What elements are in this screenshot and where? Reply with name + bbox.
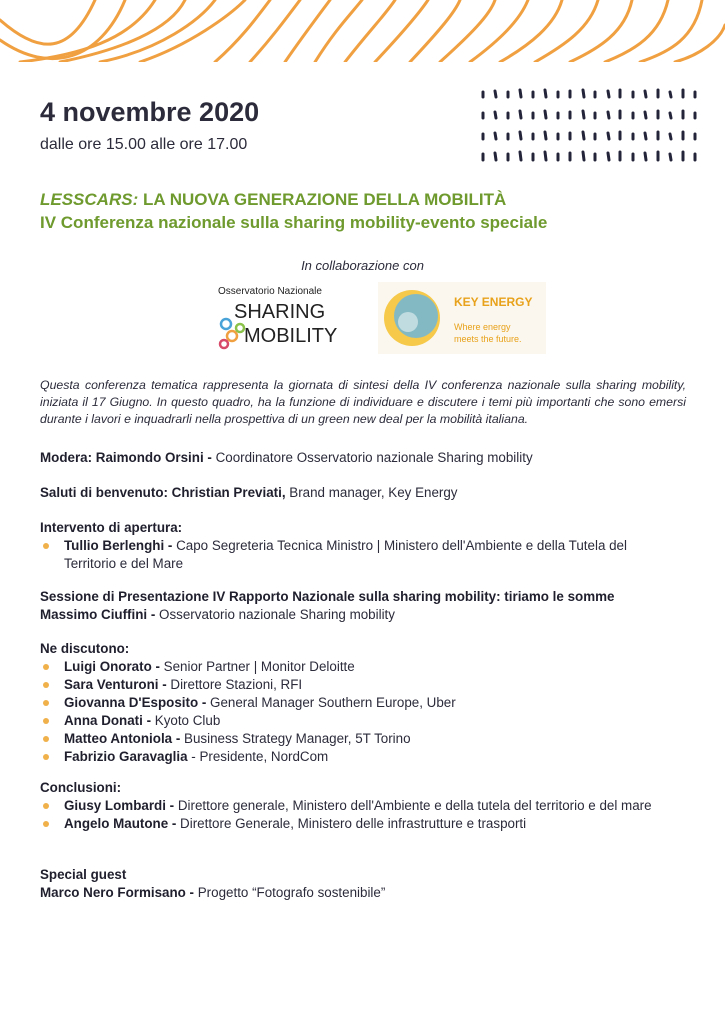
pin-blue-icon [221, 319, 231, 329]
speaker-role: Senior Partner | Monitor Deloitte [159, 659, 355, 674]
speaker-role: Direttore generale, Ministero dell'Ambiente e della tutela del territorio e del mare [174, 798, 652, 813]
sharing-mobility-logo [214, 280, 340, 352]
event-title [40, 190, 506, 210]
list-item [40, 730, 700, 748]
session-speaker-role: Osservatorio nazionale Sharing mobility [155, 607, 395, 622]
key-energy-tagline2: meets the future. [454, 334, 522, 344]
moderator-role: Coordinatore Osservatorio nazionale Sharing mobility [211, 450, 533, 465]
key-energy-name: KEY ENERGY [454, 295, 533, 309]
session-speaker-name: Massimo Ciuffini - [40, 607, 156, 622]
opening-heading: Intervento di apertura: [40, 520, 183, 535]
list-item [40, 694, 700, 712]
logo-osn-line1: Osservatorio Nazionale [218, 286, 322, 297]
list-item [40, 658, 700, 676]
speaker-name: Giovanna D'Esposito - [64, 695, 207, 710]
speaker-name: Angelo Mautone - [64, 816, 177, 831]
moderator-label: Modera: Raimondo Orsini - [40, 450, 212, 465]
collaboration-label: In collaborazione con [301, 258, 424, 273]
welcome-label: Saluti di benvenuto: Christian Previati, [40, 485, 286, 500]
speaker-role: - Presidente, NordCom [187, 749, 329, 764]
welcome-role: Brand manager, Key Energy [285, 485, 458, 500]
conclusions-heading: Conclusioni: [40, 780, 122, 795]
special-guest-role: Progetto “Fotografo sostenibile” [194, 885, 386, 900]
panel-section [40, 640, 700, 766]
list-item [40, 537, 680, 573]
speaker-name: Giusy Lombardi - [64, 798, 175, 813]
event-date: 4 novembre 2020 [40, 97, 260, 127]
pin-green-icon [236, 324, 244, 332]
speaker-name: Tullio Berlenghi - [64, 538, 173, 553]
event-subtitle: IV Conferenza nazionale sulla sharing mobility-evento speciale [40, 213, 548, 232]
speaker-role: Business Strategy Manager, 5T Torino [180, 731, 411, 746]
decorative-dashes [480, 86, 698, 166]
decorative-waves [0, 0, 725, 62]
speaker-role: Capo Segreteria Tecnica Ministro | Ministero dell'Ambiente e della Tutela del Territorio e del Mare [64, 538, 627, 571]
pin-orange-icon [227, 331, 237, 341]
event-time: dalle ore 15.00 alle ore 17.00 [40, 136, 248, 153]
special-guest-section [40, 866, 700, 902]
list-item [40, 748, 700, 766]
event-title-text: LA NUOVA GENERAZIONE DELLA MOBILITÀ [138, 190, 507, 209]
session-heading: Sessione di Presentazione IV Rapporto Nazionale sulla sharing mobility: tiriamo le somme [40, 589, 615, 604]
special-guest-heading: Special guest [40, 867, 127, 882]
logo-osn-line2: SHARING [234, 301, 326, 323]
session-section [40, 588, 700, 624]
speaker-name: Fabrizio Garavaglia [64, 749, 188, 764]
speaker-role: General Manager Southern Europe, Uber [206, 695, 456, 710]
intro-paragraph: Questa conferenza tematica rappresenta la giornata di sintesi della IV conferenza nazionale sulla sharing mobility, iniziata il 17 Giugno. In questo quadro, ha la funzione di individuare e discutere i temi più importanti che sono emersi durante i lavori e inquadrarli nella prospettiva di un green new deal per la mobilità italiana. [40, 378, 686, 426]
list-item [40, 676, 700, 694]
key-energy-logo [378, 282, 546, 354]
pin-red-icon [220, 340, 228, 348]
special-guest-name: Marco Nero Formisano - [40, 885, 195, 900]
speaker-name: Sara Venturoni - [64, 677, 167, 692]
conclusions-section [40, 779, 700, 833]
key-energy-tagline1: Where energy [454, 322, 511, 332]
list-item [40, 712, 700, 730]
speaker-name: Matteo Antoniola - [64, 731, 181, 746]
welcome-line [40, 484, 700, 502]
panel-heading: Ne discutono: [40, 641, 130, 656]
event-title-brand: LESSCARS: [40, 190, 139, 209]
list-item [40, 797, 700, 815]
speaker-role: Direttore Stazioni, RFI [166, 677, 303, 692]
speaker-role: Kyoto Club [151, 713, 221, 728]
logo-osn-line3: MOBILITY [244, 325, 338, 347]
speaker-name: Luigi Onorato - [64, 659, 160, 674]
list-item [40, 815, 700, 833]
opening-section [40, 519, 700, 573]
speaker-name: Anna Donati - [64, 713, 152, 728]
speaker-role: Direttore Generale, Ministero delle infrastrutture e trasporti [176, 816, 527, 831]
moderator-line [40, 449, 700, 467]
